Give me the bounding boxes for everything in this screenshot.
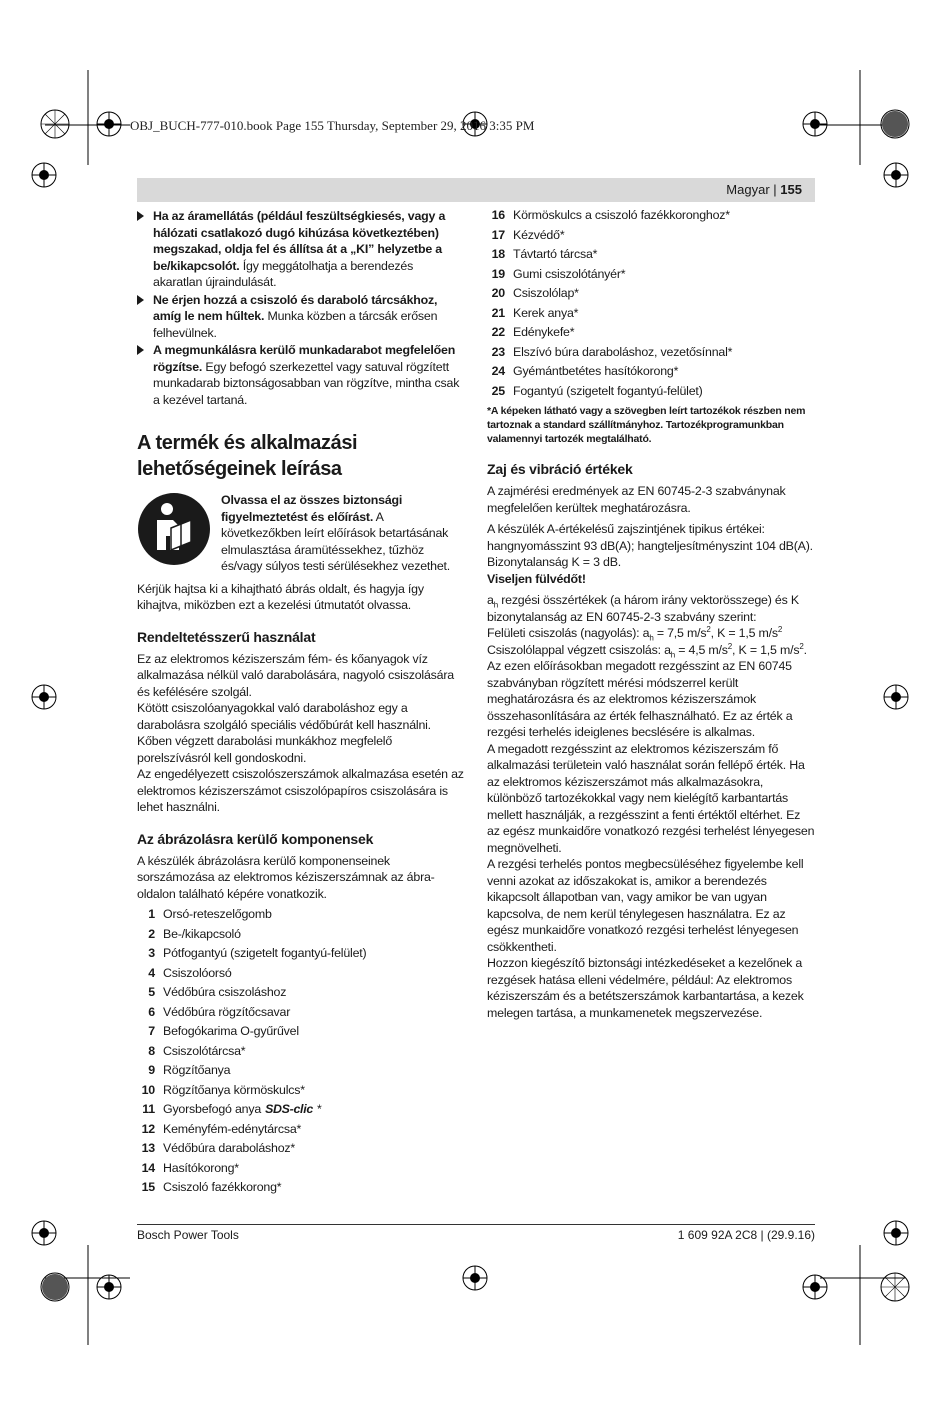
- component-label: Védőbúra daraboláshoz*: [163, 1141, 295, 1155]
- right-column: [487, 208, 815, 1021]
- vibration-p4: A rezgési terhelés pontos megbecsüléséhez figyelembe kell venni azokat az időszakokat is, amikor a berendezés kikapcsolt állapotban van, vagy amikor be van ugyan kapcsolva, de nem kerül ténylegesen használatra. Ez az egész munkaidőre vonatkozó rezgési terhelést lényegesen csökkentheti.: [487, 857, 804, 954]
- page-number: 155: [780, 182, 802, 197]
- component-item: [137, 1003, 465, 1023]
- component-number: 18: [491, 247, 505, 261]
- component-item: [487, 284, 815, 304]
- component-label: Körmöskulcs a csiszoló fazékkoronghoz*: [513, 208, 730, 222]
- component-label: Gyémántbetétes hasítókorong*: [513, 364, 679, 378]
- component-item: [137, 1061, 465, 1081]
- component-number: 16: [491, 208, 505, 222]
- intended-use-title: Rendeltetésszerű használat: [137, 628, 316, 645]
- component-number: 20: [491, 286, 505, 300]
- component-item: [137, 925, 465, 945]
- component-label: Edénykefe*: [513, 325, 575, 339]
- component-label: Fogantyú (szigetelt fogantyú-felület): [513, 383, 703, 398]
- component-item: [137, 944, 465, 964]
- component-item: [487, 382, 815, 402]
- sds-clic-logo: SDS-clic: [265, 1102, 313, 1116]
- bullet-triangle-icon: [137, 211, 144, 221]
- bullet-triangle-icon: [137, 345, 144, 355]
- read-instructions-box: [137, 492, 465, 575]
- ear-protection-warning: Viseljen fülvédőt!: [487, 571, 586, 586]
- component-number: 22: [491, 325, 505, 339]
- read-manual-icon: [137, 492, 211, 566]
- header-language: Magyar: [726, 182, 770, 197]
- component-item: [137, 964, 465, 984]
- component-number: 7: [148, 1024, 155, 1038]
- safety-bullet: A megmunkálásra kerülő munkadarabot megfelelően rögzítse. Egy befogó szerkezettel vagy satuval rögzített munkadarab biztonságosabban van rögzítve, mintha csak a kezével tartaná.: [137, 342, 465, 408]
- vibration-line-2: Csiszolólappal végzett csiszolás: $a_h = 4,5$ $m/s^2$, K = 1,5 $m/s^2$.: [487, 641, 807, 659]
- component-number: 5: [148, 985, 155, 999]
- component-number: 23: [491, 344, 505, 359]
- noise-p2: A készülék A-értékelésű zajszintjének tipikus értékei: hangnyomásszint 93 dB(A); hangteljesítményszint 104 dB(A). Bizonytalanság K = 3 dB.: [487, 522, 813, 569]
- component-item: [487, 265, 815, 285]
- noise-vibration-title: Zaj és vibráció értékek: [487, 461, 633, 477]
- component-number: 10: [141, 1082, 155, 1097]
- component-label: Befogókarima O-gyűrűvel: [163, 1024, 299, 1038]
- component-label: Gumi csiszolótányér*: [513, 266, 626, 281]
- vibration-line-1: Felületi csiszolás (nagyolás): $a_h = 7,5$ $m/s^2$, K = 1,5 $m/s^2$: [487, 624, 783, 643]
- component-item: [137, 1120, 465, 1140]
- component-item: [487, 226, 815, 246]
- component-number: 12: [141, 1121, 155, 1136]
- component-label: Csiszolólap*: [513, 286, 579, 300]
- safety-bullet: Ha az áramellátás (például feszültségkiesés, vagy a hálózati csatlakozó dugó kihúzása következtében) megszakad, oldja fel és állítsa át a „KI” helyzetbe a be/kikapcsolót. Így meggátolhatja a berendezés akaratlan újraindulását.: [137, 208, 465, 291]
- accessory-star: *: [316, 1102, 322, 1116]
- running-header: [726, 182, 802, 197]
- component-item: [137, 1022, 465, 1042]
- left-column: [137, 208, 465, 1198]
- component-number: 21: [491, 305, 505, 320]
- component-item: [487, 323, 815, 343]
- safety-bullet: Ne érjen hozzá a csiszoló és daraboló tárcsákhoz, amíg le nem hűltek. Munka közben a tárcsák erősen felhevülnek.: [137, 292, 465, 342]
- component-label: Orsó-reteszelőgomb: [163, 907, 272, 921]
- component-label: Keményfém-edénytárcsa*: [163, 1121, 302, 1136]
- component-item: [137, 905, 465, 925]
- component-label: Elszívó búra daraboláshoz, vezetősínnal*: [513, 344, 733, 359]
- component-number: 17: [491, 227, 505, 242]
- component-number: 3: [148, 946, 155, 960]
- component-number: 6: [148, 1004, 155, 1019]
- components-list: [137, 905, 465, 1198]
- component-label: Be-/kikapcsoló: [163, 926, 241, 941]
- component-number: 9: [148, 1063, 155, 1077]
- component-label: Pótfogantyú (szigetelt fogantyú-felület): [163, 946, 367, 960]
- bullet-triangle-icon: [137, 295, 144, 305]
- component-number: 25: [491, 383, 505, 398]
- component-number: 4: [148, 965, 155, 980]
- component-label: Gyorsbefogó anya: [163, 1102, 262, 1116]
- components-list-continued: [487, 206, 815, 401]
- components-intro: A készülék ábrázolásra kerülő komponenseinek sorszámozása az elektromos kéziszerszámnak az ábra-oldalon található képére vonatkozik.: [137, 853, 435, 901]
- section-title: A termék és alkalmazási lehetőségeinek leírása: [137, 432, 358, 480]
- accessory-footnote: *A képeken látható vagy a szövegben leírt tartozékok részben nem tartoznak a standard szállítmányhoz. Tartozékprogramunkban valamennyi tartozék megtalálható.: [487, 405, 806, 445]
- intended-use-p4: Az engedélyezett csiszolószerszámok alkalmazása esetén az elektromos kéziszerszámot csiszolópapíros csiszolására is lehet használni.: [137, 767, 464, 814]
- component-item: [137, 1178, 465, 1198]
- component-number: 24: [491, 364, 505, 378]
- footer-brand: Bosch Power Tools: [137, 1228, 239, 1242]
- vibration-p5: Hozzon kiegészítő biztonsági intézkedéseket a kezelőnek a rezgések hatása elleni védelmére, például: Az elektromos kéziszerszám és a betétszerszámok karbantartása, a kezek melegen tartása, a munkamenetek megszervezése.: [487, 956, 804, 1020]
- footer-rule: [137, 1224, 815, 1225]
- component-number: 13: [141, 1141, 155, 1155]
- component-label: Csiszoló fazékkorong*: [163, 1180, 282, 1194]
- header-bar: [137, 178, 815, 202]
- component-label: Kerek anya*: [513, 305, 579, 320]
- component-number: 8: [148, 1043, 155, 1058]
- read-warning-text: A következőkben leírt előírások betartásának elmulasztása áramütéssekhez, tűzhöz és/vagy súlyos testi sérülésekhez vezethet.: [221, 509, 451, 573]
- component-number: 1: [148, 907, 155, 921]
- component-item: [137, 1139, 465, 1159]
- component-number: 11: [142, 1102, 155, 1116]
- component-label: Rögzítőanya: [163, 1063, 231, 1077]
- components-title: Az ábrázolásra kerülő komponensek: [137, 830, 374, 847]
- header-separator: |: [773, 182, 777, 197]
- component-item: [487, 245, 815, 265]
- component-label: Távtartó tárcsa*: [513, 247, 598, 261]
- component-item: [487, 362, 815, 382]
- component-item: [137, 1042, 465, 1062]
- component-item: [137, 983, 465, 1003]
- print-slug: OBJ_BUCH-777-010.book Page 155 Thursday, September 29, 2016 3:35 PM: [130, 118, 535, 133]
- component-label: Csiszolóorsó: [163, 965, 232, 980]
- component-label: Rögzítőanya körmöskulcs*: [163, 1082, 305, 1097]
- component-label: Hasítókorong*: [163, 1160, 239, 1175]
- noise-p1: A zajmérési eredmények az EN 60745-2-3 szabványnak megfelelően kerültek meghatározásra.: [487, 484, 786, 515]
- intended-use-p2: Kötött csiszolóanyagokkal való daraboláshoz egy a darabolásra szolgáló speciális védőbúrát kell használni.: [137, 701, 431, 732]
- intended-use-p1: Ez az elektromos kéziszerszám fém- és kőanyagok víz alkalmazása nélkül való darabolására, nagyoló csiszolására és kefélésére szolgál.: [137, 651, 454, 699]
- component-label: Védőbúra rögzítőcsavar: [163, 1004, 291, 1019]
- vibration-p3: A megadott rezgésszint az elektromos kéziszerszám fő alkalmazási területein való használat során fellépő érték. Ha az elektromos kéziszerszámot más alkalmazásokra, különböző tartozékokkal vagy nem kielégítő karbantartás mellett használják, a rezgésszint a fenti értéktől eltérhet. Ez az egész munkaidőre vonatkozó rezgési terhelést lényegesen megnövelheti.: [487, 741, 815, 855]
- vibration-p1: $a_h$ rezgési összértékek (a három irány vektorösszege) és K bizonytalanság az EN 60745-2-3 szabvány szerint:: [487, 593, 799, 624]
- component-number: 2: [148, 926, 155, 941]
- component-number: 19: [491, 266, 505, 281]
- component-item: [487, 343, 815, 363]
- component-item: [137, 1081, 465, 1101]
- component-label: Csiszolótárcsa*: [163, 1043, 246, 1058]
- vibration-p2: Az ezen előírásokban megadott rezgésszint az EN 60745 szabványban rögzített mérési módszerrel került meghatározásra és az elektromos kéziszerszámok összehasonlítására az érték felhasználható. Ez az érték a rezgési terhelés ideiglenes becslésére is alkalmas.: [487, 659, 793, 739]
- component-number: 15: [141, 1180, 155, 1194]
- component-label: Védőbúra csiszoláshoz: [163, 985, 287, 999]
- component-number: 14: [141, 1160, 155, 1175]
- read-warning-bold: Olvassa el az összes biztonsági figyelmeztetést és előírást.: [221, 493, 403, 524]
- component-label: Kézvédő*: [513, 227, 565, 242]
- component-item: [487, 206, 815, 226]
- intended-use-p3: Kőben végzett darabolási munkákhoz megfelelő porelszívásról kell gondoskodni.: [137, 734, 393, 765]
- component-item: [137, 1100, 465, 1120]
- footer-doc-number: 1 609 92A 2C8 | (29.9.16): [677, 1228, 815, 1242]
- component-item: [137, 1159, 465, 1179]
- foldout-note: Kérjük hajtsa ki a kihajtható ábrás oldalt, és hagyja így kihajtva, miközben ezt a kezelési útmutatót olvassa.: [137, 581, 424, 612]
- component-item: [487, 304, 815, 324]
